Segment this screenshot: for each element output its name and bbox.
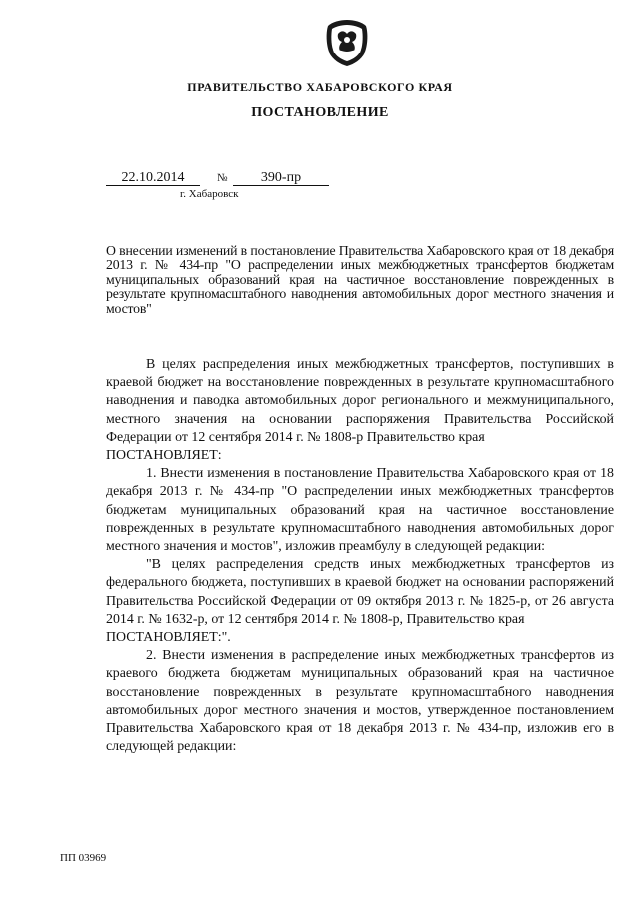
item-2-paragraph: 2. Внести изменения в распределение иных межбюджетных трансфертов из краевого бюджета бюджетам муниципальных образований края на частичное восстановление поврежденных в результате крупномасштабного наводнения автомобильных дорог местного значения и мостов, утвержденное постановлением Правительства Хабаровского края от 18 декабря 2013 г. № 434-пр, изложив его в следующей редакции:: [106, 648, 614, 755]
document-subject: О внесении изменений в постановление Правительства Хабаровского края от 18 декабря 2013 г. № 434-пр "О распределении иных межбюджетных трансфертов бюджетам муниципальных образований края на частичное восстановление поврежденных в результате крупномасштабного наводнения автомобильных дорог местного значения и мостов": [106, 243, 614, 316]
document-code: ПП 03969: [60, 852, 107, 864]
quote-resolves: ПОСТАНОВЛЯЕТ:".: [106, 630, 231, 646]
preamble-paragraph: В целях распределения иных межбюджетных трансфертов, поступивших в краевой бюджет на восстановление поврежденных в результате крупномасштабного наводнения и паводка автомобильных дорог регионального и межмуниципального, местного значения на основании распоряжения Правительства Российской Федерации от 12 сентября 2014 г. № 1808-р Правительство края: [106, 357, 614, 445]
document-type: ПОСТАНОВЛЕНИЕ: [251, 105, 389, 120]
document-body: [106, 356, 614, 756]
city: г. Хабаровск: [180, 188, 239, 200]
resolves-heading: ПОСТАНОВЛЯЕТ:: [106, 448, 222, 464]
item-1-paragraph: 1. Внести изменения в постановление Правительства Хабаровского края от 18 декабря 2013 г. № 434-пр "О распределении иных межбюджетных трансфертов бюджетам муниципальных образований края на частичное восстановление поврежденных в результате крупномасштабного наводнения автомобильных дорог местного значения и мостов", изложив преамбулу в следующей редакции:: [106, 466, 614, 555]
document-date: 22.10.2014: [106, 170, 200, 186]
coat-of-arms-icon: [324, 18, 370, 68]
government-title: ПРАВИТЕЛЬСТВО ХАБАРОВСКОГО КРАЯ: [187, 80, 453, 94]
number-sign: №: [217, 172, 228, 184]
document-number: 390-пр: [233, 170, 329, 186]
quote-paragraph: "В целях распределения средств иных межбюджетных трансфертов из федерального бюджета, поступивших в краевой бюджет на основании распоряжений Правительства Российской Федерации от 09 октября 2013 г. № 1825-р, от 26 августа 2014 г. № 1632-р, от 12 сентября 2014 г. № 1808-р, Правительство края: [106, 557, 614, 627]
